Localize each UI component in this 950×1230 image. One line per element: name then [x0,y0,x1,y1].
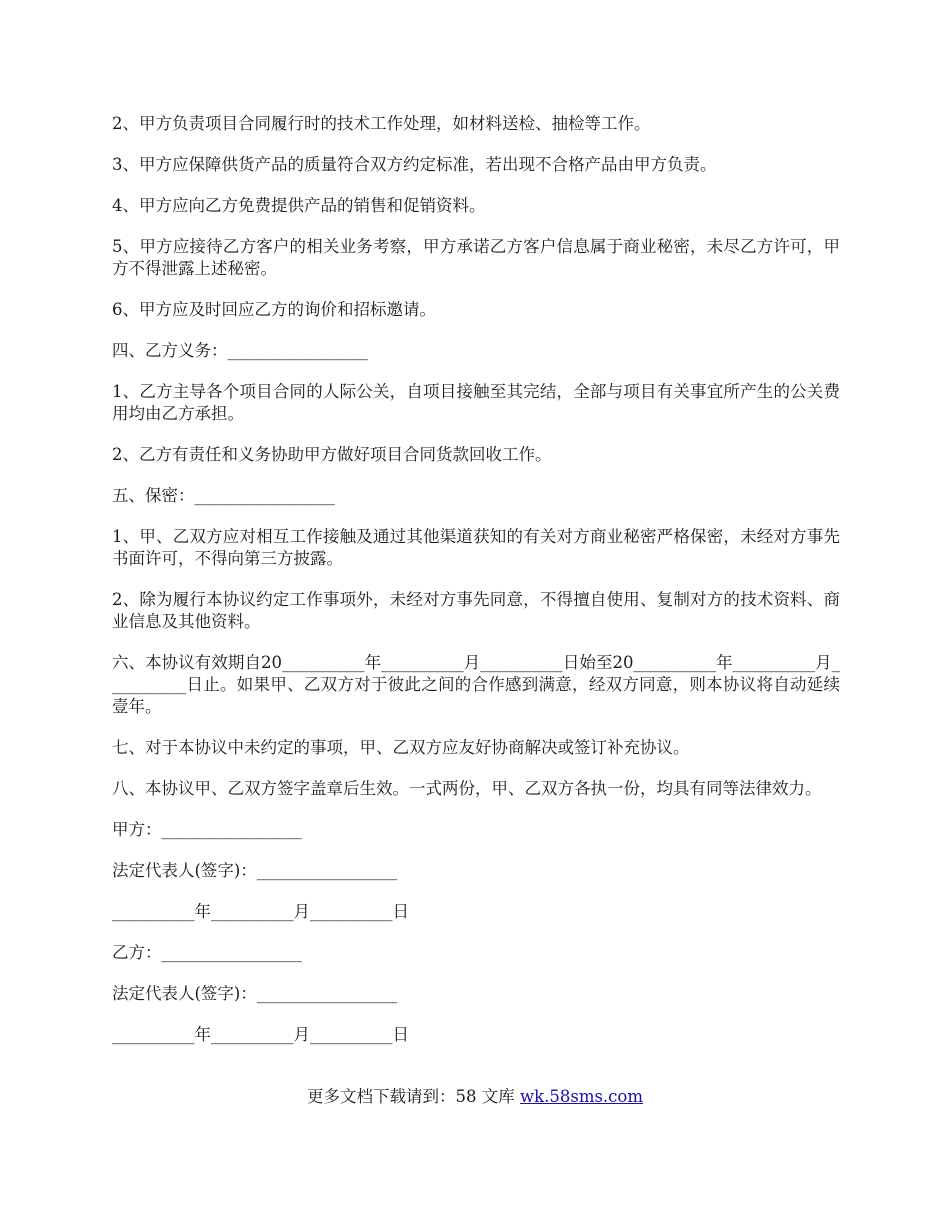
signature-jia-representative: 法定代表人(签字)：_________________ [112,861,398,880]
section-effectiveness: 八、本协议甲、乙双方签字盖章后生效。一式两份，甲、乙双方各执一份，均具有同等法律效力。 [112,779,822,798]
document-body [112,113,840,1065]
clause-confidentiality-1: 1、甲、乙双方应对相互工作接触及通过其他渠道获知的有关对方商业秘密严格保密，未经对方事先书面许可，不得向第三方披露。 [112,527,840,568]
footer-link[interactable]: wk.58sms.com [519,1087,643,1106]
clause-yi-payment-recovery: 2、乙方有责任和义务协助甲方做好项目合同货款回收工作。 [112,445,552,464]
signature-jia-date: __________年__________月__________日 [112,902,409,921]
section-yi-obligations: 四、乙方义务：_________________ [112,341,368,360]
clause-jia-quality: 3、甲方应保障供货产品的质量符合双方约定标准，若出现不合格产品由甲方负责。 [112,155,717,174]
clause-jia-materials: 4、甲方应向乙方免费提供产品的销售和促销资料。 [112,196,486,215]
clause-jia-respond-inquiry: 6、甲方应及时回应乙方的询价和招标邀请。 [112,300,436,319]
clause-yi-public-relations: 1、乙方主导各个项目合同的人际公关，自项目接触至其完结，全部与项目有关事宜所产生的公关费用均由乙方承担。 [112,382,840,423]
clause-jia-technical-work: 2、甲方负责项目合同履行时的技术工作处理，如材料送检、抽检等工作。 [112,114,651,133]
signature-party-yi: 乙方：_________________ [112,943,302,962]
page-footer [0,1086,950,1108]
signature-party-jia: 甲方：_________________ [112,820,302,839]
signature-yi-representative: 法定代表人(签字)：_________________ [112,984,398,1003]
clause-confidentiality-2: 2、除为履行本协议约定工作事项外，未经对方事先同意，不得擅自使用、复制对方的技术资料、商业信息及其他资料。 [112,590,840,631]
section-confidentiality: 五、保密：_________________ [112,486,335,505]
section-unspecified-matters: 七、对于本协议中未约定的事项，甲、乙双方应友好协商解决或签订补充协议。 [112,738,690,757]
section-validity-period: 六、本协议有效期自20__________年__________月__________日始至20__________年__________月__________日止。如果甲、乙双方对于彼此之间的合作感到满意，经双方同意，则本协议将自动延续壹年。 [112,653,840,716]
footer-text: 更多文档下载请到：58 文库 [306,1087,520,1106]
clause-jia-confidential-visit: 5、甲方应接待乙方客户的相关业务考察，甲方承诺乙方客户信息属于商业秘密，未尽乙方许可，甲方不得泄露上述秘密。 [112,237,840,278]
signature-yi-date: __________年__________月__________日 [112,1025,409,1044]
